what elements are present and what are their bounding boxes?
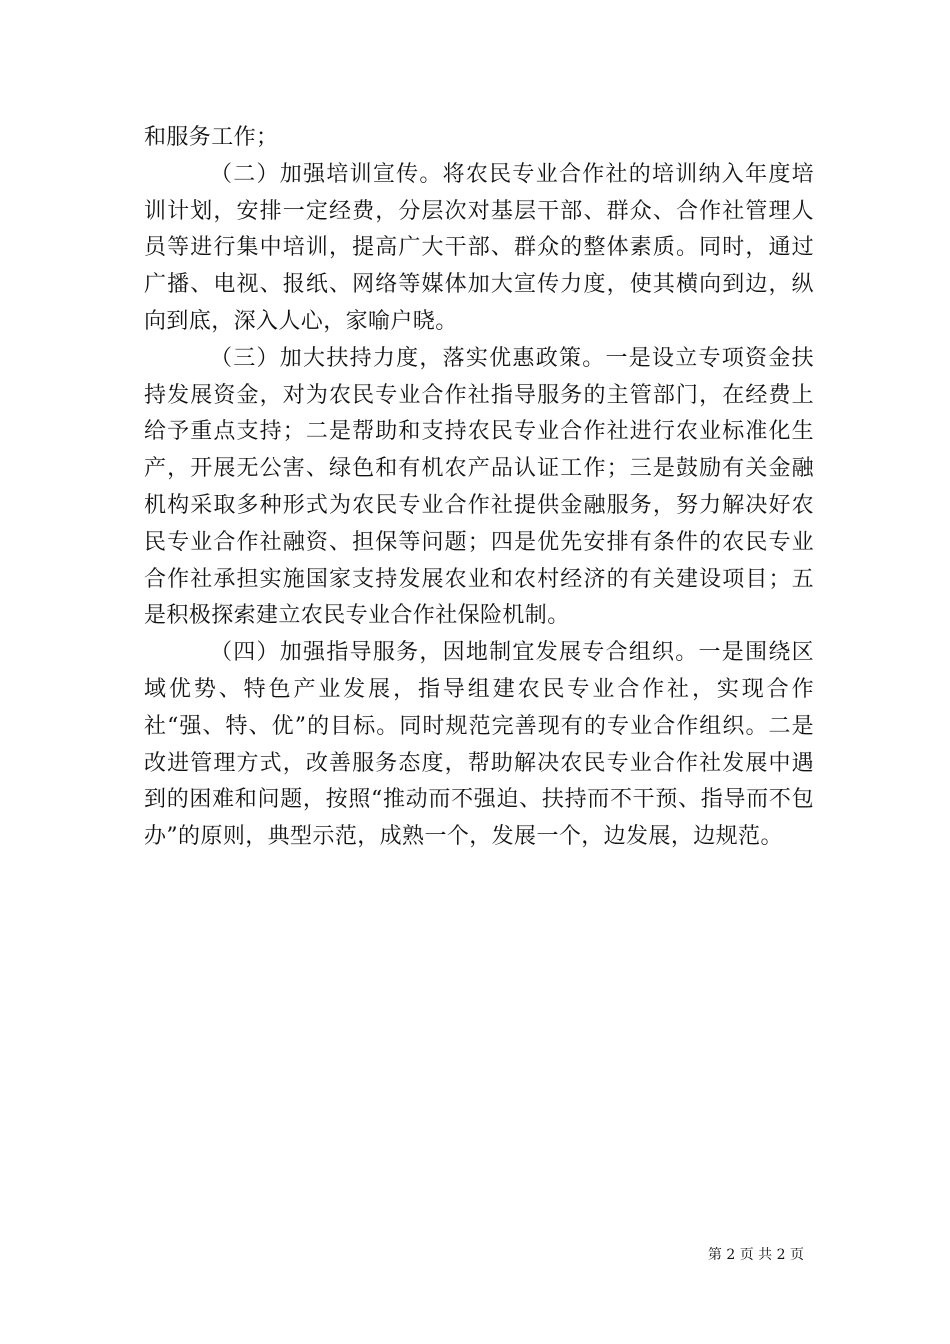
paragraph-training-publicity: （二）加强培训宣传。将农民专业合作社的培训纳入年度培训计划，安排一定经费，分层次对基层干部、群众、合作社管理人员等进行集中培训，提高广大干部、群众的整体素质。同时，通过广播、电视、报纸、网络等媒体加大宣传力度，使其横向到边，纵向到底，深入人心，家喻户晓。 (144, 161, 814, 334)
paragraph-guidance-service: （四）加强指导服务，因地制宜发展专合组织。一是围绕区域优势、特色产业发展，指导组建农民专业合作社，实现合作社“强、特、优”的目标。同时规范完善现有的专业合作组织。二是改进管理方式，改善服务态度，帮助解决农民专业合作社发展中遇到的困难和问题，按照“推动而不强迫、扶持而不干预、指导而不包办”的原则，典型示范，成熟一个，发展一个，边发展，边规范。 (144, 640, 814, 850)
paragraph-support-policy: （三）加大扶持力度，落实优惠政策。一是设立专项资金扶持发展资金，对为农民专业合作社指导服务的主管部门，在经费上给予重点支持；二是帮助和支持农民专业合作社进行农业标准化生产，开展无公害、绿色和有机农产品认证工作；三是鼓励有关金融机构采取多种形式为农民专业合作社提供金融服务，努力解决好农民专业合作社融资、担保等问题；四是优先安排有条件的农民专业合作社承担实施国家支持发展农业和农村经济的有关建设项目；五是积极探索建立农民专业合作社保险机制。 (144, 345, 814, 629)
paragraph-continuation: 和服务工作； (144, 125, 279, 150)
page-number-footer: 第 2 页 共 2 页 (707, 1247, 804, 1263)
document-body (144, 120, 814, 856)
